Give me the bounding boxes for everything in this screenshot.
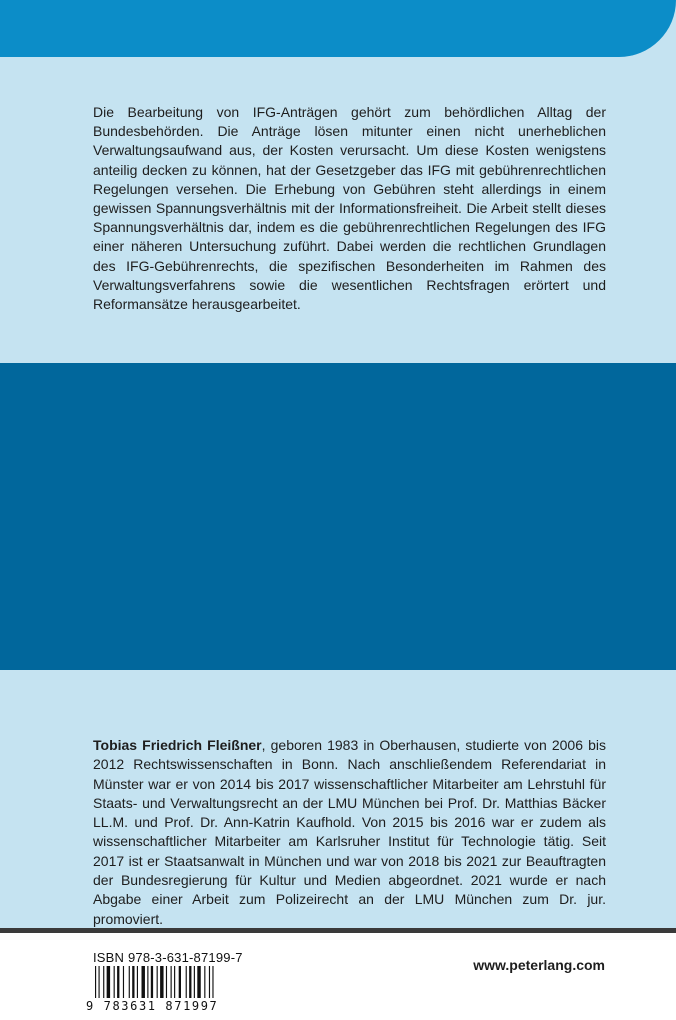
divider-rule <box>0 928 676 933</box>
top-accent-band <box>0 0 676 57</box>
publisher-website: www.peterlang.com <box>473 957 605 973</box>
middle-color-band <box>0 363 676 670</box>
isbn-label: ISBN 978-3-631-87199-7 <box>93 950 243 965</box>
author-name: Tobias Friedrich Fleißner <box>93 737 262 753</box>
author-bio <box>93 736 606 929</box>
book-blurb: Die Bearbeitung von IFG-Anträgen gehört zum behördlichen Alltag der Bundesbehörden. Die Anträge lösen mitunter einen nicht unerheblichen Verwaltungsaufwand aus, der Kosten verursacht. Um diese Kosten wenigstens anteilig decken zu können, hat der Gesetzgeber das IFG mit gebührenrechtlichen Regelungen versehen. Die Erhebung von Gebühren steht allerdings in einem gewissen Spannungsverhältnis mit der Informationsfreiheit. Die Arbeit stellt dieses Spannungsverhältnis dar, indem es die gebührenrechtlichen Regelungen des IFG einer näheren Untersuchung zuführt. Dabei werden die rechtlichen Grundlagen des IFG-Gebührenrechts, die spezifischen Besonderheiten im Rahmen des Verwaltungsverfahrens sowie die wesentlichen Rechtsfragen erörtert und Reformansätze herausgearbeitet. <box>93 104 606 313</box>
author-bio-text: , geboren 1983 in Oberhausen, studierte von 2006 bis 2012 Rechtswissenschaften in Bonn. Nach anschließendem Referendariat in Münster war er von 2014 bis 2017 wissenschaftlicher Mitarbeiter am Lehrstuhl für Staats- und Verwaltungsrecht an der LMU München bei Prof. Dr. Matthias Bäcker LL.M. und Prof. Dr. Ann-Katrin Kaufhold. Von 2015 bis 2016 war er zudem als wissenschaftlicher Mitarbeiter am Karlsruher Institut für Technologie tätig. Seit 2017 ist er Staatsanwalt in München und war von 2018 bis 2021 zur Beauftragten der Bundesregierung für Kultur und Medien abgeordnet. 2021 wurde er nach Abgabe einer Arbeit zum Polizeirecht an der LMU München zum Dr. jur. promoviert. <box>93 737 606 927</box>
barcode-digits: 9 783631 871997 <box>86 998 250 1014</box>
